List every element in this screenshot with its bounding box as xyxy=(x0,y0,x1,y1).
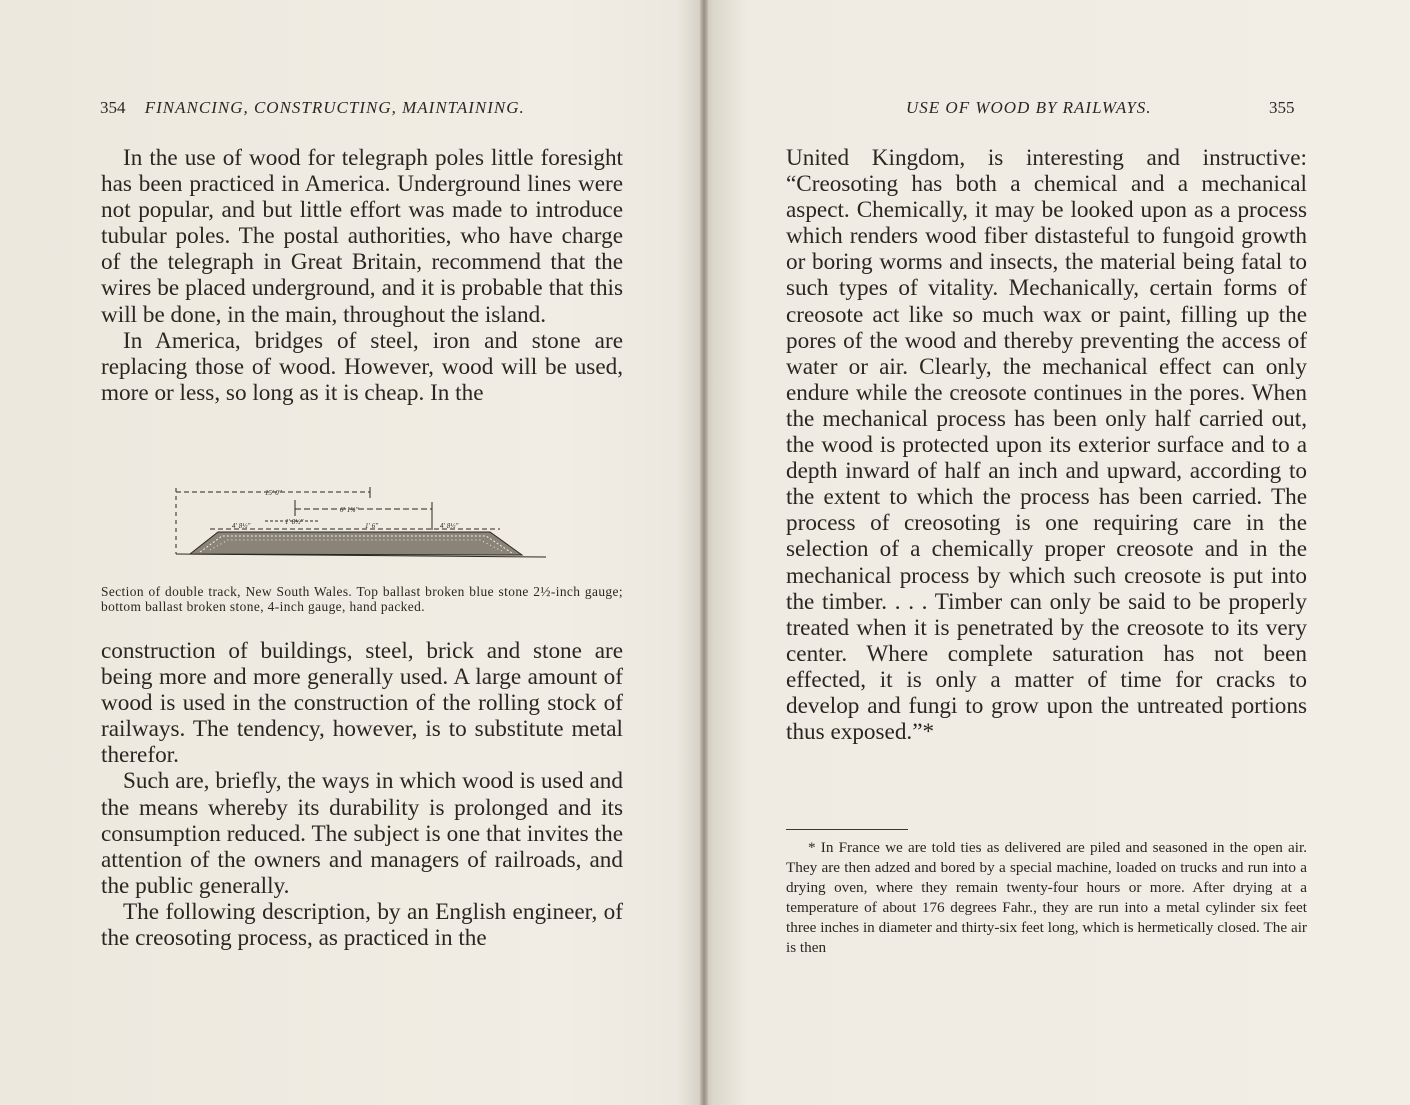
paragraph: The following description, by an English engineer, of the creosoting process, as practiced in the xyxy=(101,898,623,952)
left-running-title: FINANCING, CONSTRUCTING, MAINTAINING. xyxy=(144,98,525,117)
left-running-head xyxy=(100,98,600,118)
footnote-text: * In France we are told ties as delivered are piled and seasoned in the open air. They are then adzed and bored by a special machine, loaded on trucks and run into a drying oven, where they remain twenty-four hours or more. After drying at a temperature of about 176 degrees Fahr., they are run into a metal cylinder six feet three inches in diameter and thirty-six feet long, which is hermetically closed. The air is then xyxy=(786,839,1307,957)
book-gutter xyxy=(700,0,708,1105)
track-section-figure xyxy=(170,484,550,564)
gauge-label-mid: 1' 6" xyxy=(365,522,379,530)
paragraph: Such are, briefly, the ways in which wood is used and the means whereby its durability is prolonged and its consumption reduced. The subject is one that invites the attention of the owners and managers of railroads, and the public generally. xyxy=(101,768,623,899)
footnote xyxy=(786,838,1307,959)
right-page xyxy=(708,0,1410,1105)
right-running-head xyxy=(906,98,1308,118)
paragraph: In the use of wood for telegraph poles little foresight has been practiced in America. Underground lines were not popular, and but little effort was made to introduce tubular poles. The postal authorities, who have charge of the telegraph in Great Britain, recommend that the wires be placed underground, and it is probable that this will be done, in the main, throughout the island. xyxy=(101,145,623,328)
dimension-label-small: 1' 8½" xyxy=(285,518,304,526)
right-running-title: USE OF WOOD BY RAILWAYS. xyxy=(906,98,1152,117)
left-body-top xyxy=(101,145,623,406)
right-body xyxy=(786,145,1307,745)
left-page-number: 354 xyxy=(100,98,126,117)
right-page-number: 355 xyxy=(1269,98,1295,117)
left-body-bottom xyxy=(101,638,623,951)
paragraph: United Kingdom, is interesting and instructive: “Creosoting has both a chemical and a mechanical aspect. Chemically, it may be looked upon as a process which renders wood fiber distasteful to fungoid growth or boring worms and insects, the material being fatal to such types of vitality. Mechanically, certain forms of creosote act like so much wax or paint, filling up the pores of the wood and thereby preventing the access of water or air. Clearly, the mechanical effect can only endure while the creosote continues in the pores. When the mechanical process has been only half carried out, the wood is protected upon its exterior surface and to a depth inward of half an inch and upward, according to the extent to which the process has been carried. The process of creosoting is one requiring care in the selection of a chemically proper creosote and in the mechanical process by which such creosote is put into the timber. . . . Timber can only be said to be properly treated when it is penetrated by the creosote to its very center. Where complete saturation has not been effected, it is only a matter of time for cracks to develop and fungi to grow upon the untreated portions thus exposed.”* xyxy=(786,145,1307,746)
dimension-label-inner: 6' 1⅝" xyxy=(340,506,359,514)
paragraph: In America, bridges of steel, iron and stone are replacing those of wood. However, wood will be used, more or less, so long as it is cheap. In the xyxy=(101,327,623,406)
dimension-label-top: 15' 0" xyxy=(265,489,282,497)
gauge-label-right: 4' 8½" xyxy=(440,522,459,530)
gauge-label-left: 4' 8½" xyxy=(232,522,251,530)
footnote-rule xyxy=(786,829,908,830)
paragraph: construction of buildings, steel, brick and stone are being more and more generally used. A large amount of wood is used in the construction of the rolling stock of railways. The tendency, however, is to substitute metal therefor. xyxy=(101,638,623,769)
ballast-embankment xyxy=(190,532,522,555)
figure-caption: Section of double track, New South Wales. Top ballast broken blue stone 2½-inch gauge; bottom ballast broken stone, 4-inch gauge, hand packed. xyxy=(101,584,623,614)
left-page xyxy=(0,0,700,1105)
